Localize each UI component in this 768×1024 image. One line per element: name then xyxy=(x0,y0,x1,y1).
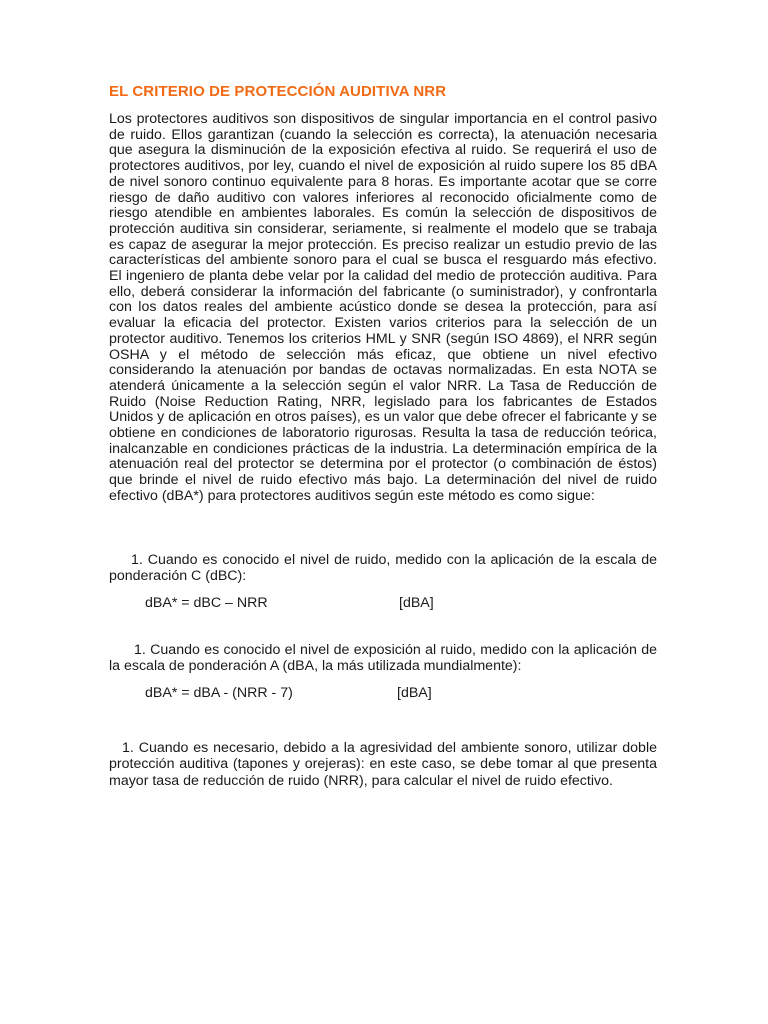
document-title: EL CRITERIO DE PROTECCIÓN AUDITIVA NRR xyxy=(109,83,447,100)
formula-expression: dBA* = dBA - (NRR - 7) xyxy=(145,684,293,701)
formula-unit: [dBA] xyxy=(399,594,434,611)
list-item: 1. Cuando es conocido el nivel de ruido, medido con la aplicación de la escala de ponderación C (dBC): xyxy=(109,551,657,585)
formula xyxy=(145,685,657,702)
formula xyxy=(145,595,657,612)
list-item: 1. Cuando es necesario, debido a la agresividad del ambiente sonoro, utilizar doble protección auditiva (tapones y orejeras): en este caso, se debe tomar al que presenta mayor tasa de reducción de ruido (NRR), para calcular el nivel de ruido efectivo. xyxy=(109,739,657,789)
formula-expression: dBA* = dBC – NRR xyxy=(145,594,268,611)
list-item: 1. Cuando es conocido el nivel de exposición al ruido, medido con la aplicación de la escala de ponderación A (dBA, la más utilizada mundialmente): xyxy=(109,641,657,675)
intro-paragraph: Los protectores auditivos son dispositivos de singular importancia en el control pasivo de ruido. Ellos garantizan (cuando la selección es correcta), la atenuación necesaria que asegura la disminución de la exposición efectiva al ruido. Se requerirá el uso de protectores auditivos, por ley, cuando el nivel de exposición al ruido supere los 85 dBA de nivel sonoro continuo equivalente para 8 horas. Es importante acotar que se corre riesgo de daño auditivo con valores inferiores al reconocido oficialmente como de riesgo atendible en ambientes laborales. Es común la selección de dispositivos de protección auditiva sin considerar, seriamente, si realmente el modelo que se trabaja es capaz de asegurar la mejor protección. Es preciso realizar un estudio previo de las características del ambiente sonoro para el cual se busca el resguardo más efectivo. El ingeniero de planta debe velar por la calidad del medio de protección auditiva. Para ello, deberá considerar la información del fabricante (o suministrador), y confrontarla con los datos reales del ambiente acústico donde se desea la protección, para así evaluar la eficacia del protector. Existen varios criterios para la selección de un protector auditivo. Tenemos los criterios HML y SNR (según ISO 4869), el NRR según OSHA y el método de selección más eficaz, que obtiene un nivel efectivo considerando la atenuación por bandas de octavas normalizadas. En esta NOTA se atenderá únicamente a la selección según el valor NRR. La Tasa de Reducción de Ruido (Noise Reduction Rating, NRR, legislado para los fabricantes de Estados Unidos y de aplicación en otros países), es un valor que debe ofrecer el fabricante y se obtiene en condiciones de laboratorio rigurosas. Resulta la tasa de reducción teórica, inalcanzable en condiciones prácticas de la industria. La determinación empírica de la atenuación real del protector se determina por el protector (o combinación de éstos) que brinde el nivel de ruido efectivo más bajo. La determinación del nivel de ruido efectivo (dBA*) para protectores auditivos según este método es como sigue: xyxy=(109,111,657,504)
document-page xyxy=(109,83,657,789)
formula-unit: [dBA] xyxy=(397,684,432,701)
